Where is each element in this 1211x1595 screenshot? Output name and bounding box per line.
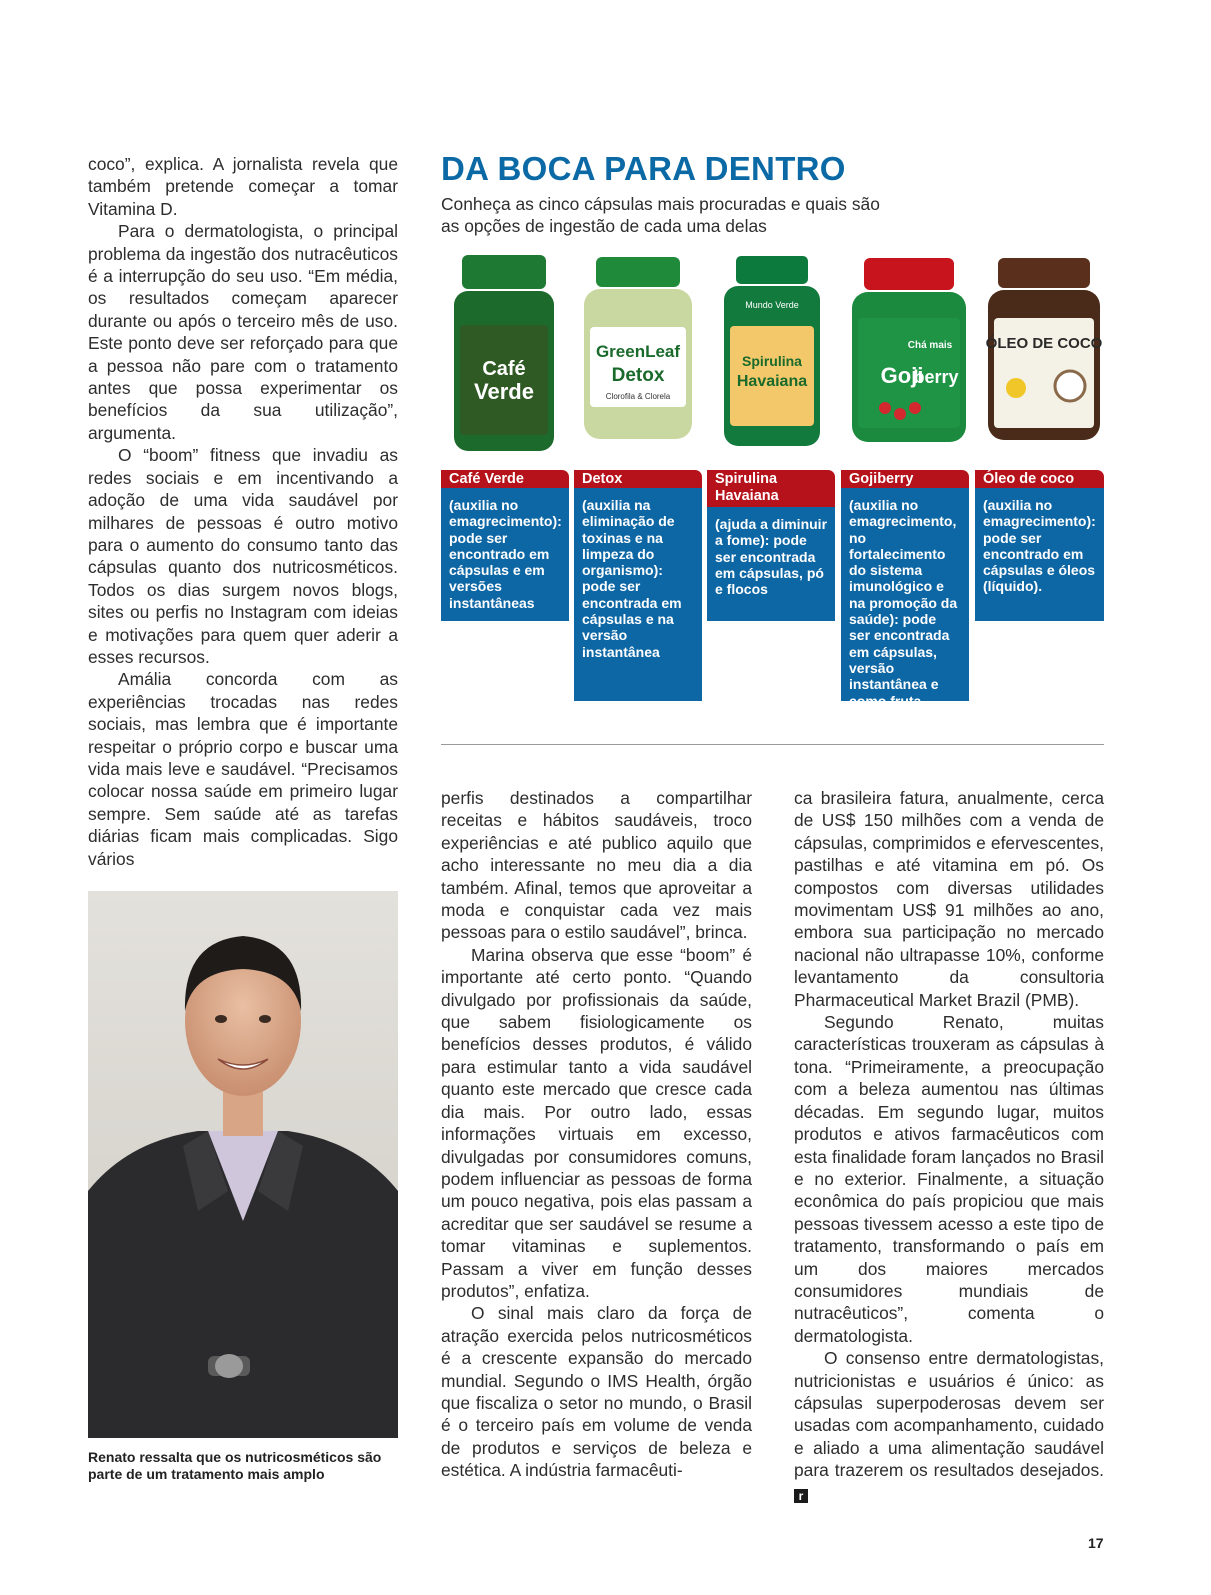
article-column-left	[88, 153, 398, 870]
paragraph	[794, 1347, 1104, 1504]
portrait-photo	[88, 891, 398, 1438]
oleo-de-coco-bottle-image	[986, 258, 1102, 444]
man-portrait-illustration	[88, 891, 398, 1438]
paragraph: perfis destinados a compartilhar receitas e hábitos saudáveis, troco experiências e até publico aquilo que acho interessante no meu dia a dia também. Afinal, temos que aproveitar a moda e conquistar cada vez mais pessoas para o estilo saudável”, brinca.	[441, 788, 752, 943]
page-number: 17	[1088, 1535, 1104, 1551]
bottle-label: Havaiana	[736, 373, 808, 390]
bottle-label: Verde	[474, 379, 534, 404]
paragraph: Amália concorda com as experiências trocadas nas redes sociais, mas lembra que é importante respeitar o próprio corpo e buscar uma vida mais leve e saudável. “Precisamos colocar nossa saúde em primeiro lugar sempre. Sem saúde até as tarefas diárias ficam mais complicadas. Sigo vários	[88, 669, 398, 869]
bottle-label: Mundo Verde	[745, 300, 799, 310]
paragraph: O “boom” fitness que invadiu as redes sociais e em incentivando a adoção de uma vida saudável por milhares de pessoas é outro motivo para o aumento do consumo tanto das cápsulas quanto dos nutricosméticos. Todos os dias surgem novos blogs, sites ou perfis no Instagram com ideias e motivações para quem quer aderir a esses recursos.	[88, 445, 398, 667]
sidebar-subhead: Conheça as cinco cápsulas mais procuradas e quais são as opções de ingestão de cada uma delas	[441, 194, 880, 237]
spirulina-havaiana-bottle-image	[722, 256, 822, 448]
paragraph: Marina observa que esse “boom” é importante até certo ponto. “Quando divulgado por profissionais da saúde, que sabem fisiologicamente os benefícios desses produtos, é válido para estimular tanto a vida saudável quanto este mercado que cresce cada dia mais. Por outro lado, essas informações virtuais em excesso, divulgadas por consumidores comuns, podem influenciar as pessoas de forma um pouco negativa, pois elas passam a acreditar que ser saudável se resume a tomar vitaminas e suplementos. Passam a viver em função desses produtos”, enfatiza.	[441, 944, 752, 1301]
bottle-label: Spirulina	[742, 353, 802, 369]
end-mark-icon: r	[794, 1489, 808, 1503]
capsule-info-oleo-de-coco: (auxilia no emagrecimento): pode ser encontrado em cápsulas e óleos (líquido).	[975, 488, 1104, 621]
capsule-tab-cafe-verde: Café Verde	[441, 470, 569, 488]
bottle-label: GreenLeaf	[595, 342, 681, 361]
paragraph: coco”, explica. A jornalista revela que também pretende começar a tomar Vitamina D.	[88, 154, 398, 219]
gojiberry-bottle-image	[850, 258, 968, 446]
capsule-tab-spirulina-havaiana: Spirulina Havaiana	[707, 470, 835, 507]
paragraph-text: O consenso entre dermatologistas, nutricionistas e usuários é único: as cápsulas superpoderosas devem ser usadas com acompanhamento, cuidado e aliado a uma alimentação saudável para trazerem os resultados desejados.	[794, 1348, 1104, 1481]
bottle-label: ÓLEO DE COCO	[986, 335, 1102, 352]
paragraph: O sinal mais claro da força de atração exercida pelos nutricosméticos é a crescente expansão do mercado mundial. Segundo o IMS Health, órgão que fiscaliza o setor no mundo, o Brasil é o terceiro país em volume de venda de produtos e serviços de beleza e estética. A indústria farmacêuti-	[441, 1303, 752, 1481]
capsule-info-cafe-verde: (auxilia no emagrecimento): pode ser encontrado em cápsulas e em versões instantâneas	[441, 488, 569, 621]
article-column-right	[794, 787, 1104, 1504]
cafe-verde-bottle-image	[452, 255, 556, 455]
greenleaf-detox-bottle-image	[582, 257, 694, 443]
bottle-label: berry	[913, 367, 959, 387]
photo-caption: Renato ressalta que os nutricosméticos são parte de um tratamento mais amplo	[88, 1449, 382, 1482]
bottle-label: Clorofila & Clorela	[605, 392, 671, 401]
article-column-middle	[441, 787, 752, 1482]
capsule-tab-gojiberry: Gojiberry	[841, 470, 969, 488]
capsule-tab-oleo-de-coco: Óleo de coco	[975, 470, 1104, 488]
bottle-label: Detox	[611, 365, 665, 386]
paragraph: Para o dermatologista, o principal problema da ingestão dos nutracêuticos é a interrupção do seu uso. “Em média, os resultados começam aparecer durante ou após o terceiro mês de uso. Este ponto deve ser reforçado para que a pessoa não pare com o tratamento antes que possa experimentar os benefícios da sua utilização”, argumenta.	[88, 221, 398, 443]
capsule-info-detox: (auxilia na eliminação de toxinas e na limpeza do organismo): pode ser encontrada em cápsulas e na versão instantânea	[574, 488, 702, 701]
capsule-info-gojiberry: (auxilia no emagrecimento, no fortalecimento do sistema imunológico e na promoção da saúde): pode ser encontrada em cápsulas, versão instantânea e como fruta desidratada	[841, 488, 969, 701]
bottle-label: Chá mais	[907, 340, 953, 351]
capsule-info-spirulina-havaiana: (ajuda a diminuir a fome): pode ser encontrada em cápsulas, pó e flocos	[707, 507, 835, 621]
section-divider	[441, 744, 1104, 745]
capsule-tab-detox: Detox	[574, 470, 702, 488]
sidebar-headline: DA BOCA PARA DENTRO	[441, 150, 846, 187]
bottle-label: Goji	[880, 363, 924, 388]
paragraph: ca brasileira fatura, anualmente, cerca de US$ 150 milhões com a venda de cápsulas, comprimidos e efervescentes, pastilhas e até vitamina em pó. Os compostos com diversas utilidades movimentam US$ 91 milhões ao ano, embora sua participação no mercado nacional não ultrapasse 10%, conforme levantamento da consultoria Pharmaceutical Market Brazil (PMB).	[794, 788, 1104, 1010]
paragraph: Segundo Renato, muitas características trouxeram as cápsulas à tona. “Primeiramente, a preocupação com a beleza aumentou nas últimas décadas. Em segundo lugar, muitos produtos e ativos farmacêuticos com esta finalidade foram lançados no Brasil e no exterior. Finalmente, a situação econômica do país propiciou que mais pessoas tivessem acesso a este tipo de tratamento, transformando o país em um dos maiores mercados consumidores mundiais de nutracêuticos”, comenta o dermatologista.	[794, 1012, 1104, 1346]
bottle-label: Café	[482, 358, 526, 380]
